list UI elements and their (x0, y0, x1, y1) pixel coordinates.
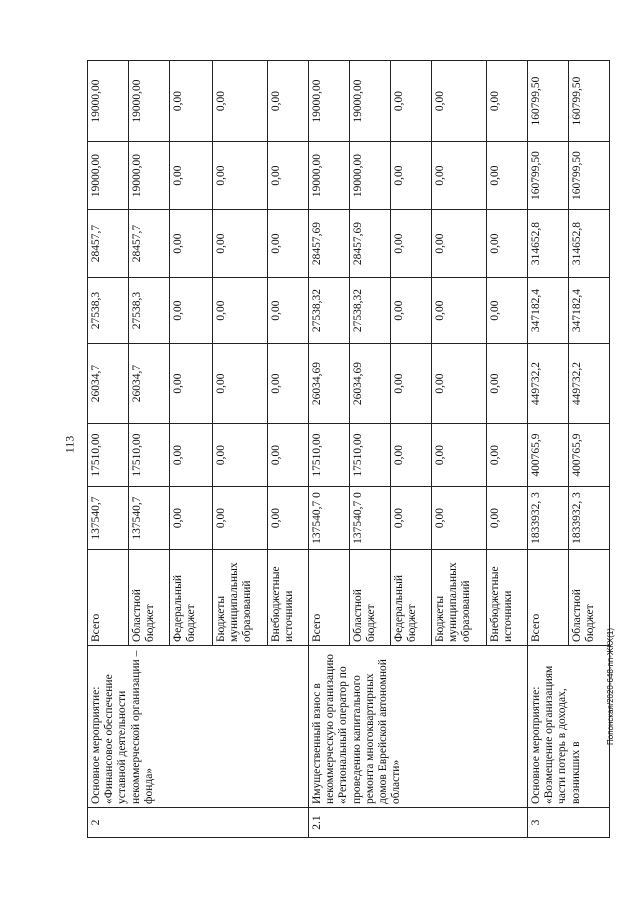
value-cell: 137540,7 (129, 487, 170, 550)
value-cell: 0,00 (487, 487, 528, 550)
measure-title: Основное мероприятие: «Возмещение организациям части потерь в доходах, возникших в (528, 646, 610, 808)
value-cell: 160799,50 (569, 61, 610, 142)
value-cell: 28457,69 (350, 210, 391, 278)
value-cell: 0,00 (268, 61, 309, 142)
value-cell: 0,00 (213, 61, 268, 142)
value-cell: 0,00 (268, 344, 309, 424)
value-cell: 0,00 (487, 424, 528, 487)
value-cell: 0,00 (391, 424, 432, 487)
row-number: 2 (88, 808, 309, 838)
table-row (88, 61, 129, 838)
value-cell: 28457,69 (309, 210, 350, 278)
source-label: Федеральный бюджет (391, 550, 432, 646)
value-cell: 347182,4 (569, 278, 610, 344)
source-label: Бюджеты муниципальных образований (432, 550, 487, 646)
value-cell: 160799,50 (569, 142, 610, 210)
funding-table (87, 60, 610, 838)
value-cell: 0,00 (170, 61, 213, 142)
value-cell: 137540,7 0 (350, 487, 391, 550)
value-cell: 0,00 (268, 142, 309, 210)
source-label: Областной бюджет (569, 550, 610, 646)
value-cell: 0,00 (432, 210, 487, 278)
value-cell: 0,00 (487, 210, 528, 278)
source-label: Внебюджетные источники (487, 550, 528, 646)
value-cell: 19000,00 (309, 142, 350, 210)
value-cell: 19000,00 (350, 61, 391, 142)
value-cell: 0,00 (432, 278, 487, 344)
value-cell: 28457,7 (88, 210, 129, 278)
measure-title: Основное мероприятие: «Финансовое обеспечение уставной деятельности некоммерческой организации – фонда» (88, 646, 309, 808)
value-cell: 0,00 (170, 142, 213, 210)
value-cell: 0,00 (213, 142, 268, 210)
value-cell: 17510,00 (309, 424, 350, 487)
value-cell: 17510,00 (88, 424, 129, 487)
source-label: Областной бюджет (350, 550, 391, 646)
value-cell: 0,00 (268, 210, 309, 278)
value-cell: 0,00 (487, 142, 528, 210)
value-cell: 0,00 (391, 344, 432, 424)
value-cell: 0,00 (213, 487, 268, 550)
source-label: Областной бюджет (129, 550, 170, 646)
value-cell: 449732,2 (528, 344, 569, 424)
value-cell: 160799,50 (528, 142, 569, 210)
value-cell: 0,00 (268, 278, 309, 344)
value-cell: 26034,7 (129, 344, 170, 424)
value-cell: 17510,00 (350, 424, 391, 487)
value-cell: 19000,00 (350, 142, 391, 210)
value-cell: 0,00 (170, 210, 213, 278)
value-cell: 449732,2 (569, 344, 610, 424)
document-footer: Попонская/2020-648-пп-ЖКХ(1) (606, 627, 615, 745)
source-label: Федеральный бюджет (170, 550, 213, 646)
value-cell: 0,00 (432, 424, 487, 487)
value-cell: 0,00 (170, 278, 213, 344)
value-cell: 19000,00 (88, 61, 129, 142)
value-cell: 0,00 (432, 344, 487, 424)
value-cell: 0,00 (391, 278, 432, 344)
value-cell: 0,00 (268, 424, 309, 487)
value-cell: 0,00 (487, 278, 528, 344)
value-cell: 0,00 (213, 424, 268, 487)
value-cell: 0,00 (391, 487, 432, 550)
value-cell: 26034,69 (350, 344, 391, 424)
value-cell: 0,00 (487, 61, 528, 142)
source-label: Внебюджетные источники (268, 550, 309, 646)
value-cell: 0,00 (391, 210, 432, 278)
value-cell: 400765,9 (569, 424, 610, 487)
source-label: Всего (528, 550, 569, 646)
value-cell: 19000,00 (88, 142, 129, 210)
value-cell: 17510,00 (129, 424, 170, 487)
value-cell: 27538,3 (129, 278, 170, 344)
value-cell: 26034,7 (88, 344, 129, 424)
value-cell: 19000,00 (309, 61, 350, 142)
value-cell: 1833932, 3 (528, 487, 569, 550)
value-cell: 314652,8 (528, 210, 569, 278)
table-row (309, 61, 350, 838)
value-cell: 27538,32 (350, 278, 391, 344)
value-cell: 0,00 (432, 487, 487, 550)
value-cell: 19000,00 (129, 61, 170, 142)
source-label: Всего (88, 550, 129, 646)
row-number: 3 (528, 808, 610, 838)
value-cell: 27538,32 (309, 278, 350, 344)
value-cell: 0,00 (432, 61, 487, 142)
value-cell: 137540,7 0 (309, 487, 350, 550)
row-number: 2.1 (309, 808, 528, 838)
rotated-table-container (87, 61, 597, 838)
value-cell: 0,00 (487, 344, 528, 424)
source-label: Бюджеты муниципальных образований (213, 550, 268, 646)
value-cell: 26034,69 (309, 344, 350, 424)
table-row (528, 61, 569, 838)
value-cell: 0,00 (170, 487, 213, 550)
value-cell: 27538,3 (88, 278, 129, 344)
value-cell: 0,00 (213, 344, 268, 424)
value-cell: 19000,00 (129, 142, 170, 210)
source-label: Всего (309, 550, 350, 646)
value-cell: 1833932, 3 (569, 487, 610, 550)
value-cell: 0,00 (391, 61, 432, 142)
page-number: 113 (62, 435, 77, 454)
value-cell: 0,00 (213, 278, 268, 344)
value-cell: 347182,4 (528, 278, 569, 344)
value-cell: 137540,7 (88, 487, 129, 550)
value-cell: 28457,7 (129, 210, 170, 278)
value-cell: 0,00 (170, 344, 213, 424)
value-cell: 0,00 (432, 142, 487, 210)
value-cell: 0,00 (268, 487, 309, 550)
value-cell: 0,00 (213, 210, 268, 278)
value-cell: 0,00 (391, 142, 432, 210)
value-cell: 160799,50 (528, 61, 569, 142)
measure-title: Имущественный взнос в некоммерческую организацию «Региональный оператор по проведению капитального ремонта многоквартирных домов Еврейской автономной области» (309, 646, 528, 808)
value-cell: 400765,9 (528, 424, 569, 487)
value-cell: 314652,8 (569, 210, 610, 278)
value-cell: 0,00 (170, 424, 213, 487)
